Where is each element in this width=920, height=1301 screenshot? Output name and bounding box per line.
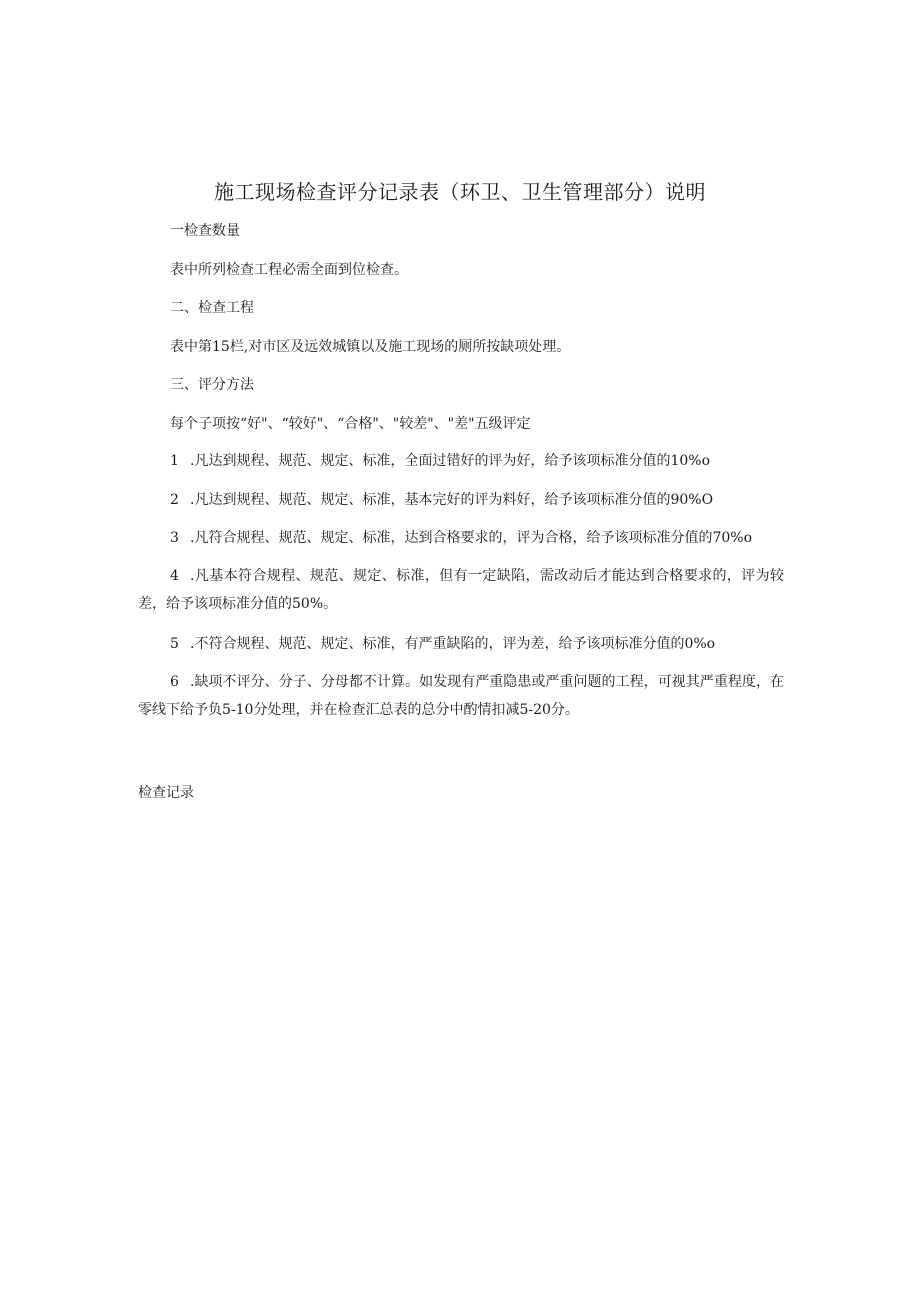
item-number: 2 xyxy=(170,492,179,508)
section-3-intro: 每个子项按“好"、“较好"、“合格"、"较差"、"差"五级评定 xyxy=(170,416,531,432)
item-number: 4 xyxy=(170,568,179,584)
item-number: 3 xyxy=(170,530,179,546)
scoring-item-4 xyxy=(138,562,784,618)
item-text: .凡达到规程、规范、规定、标准，全面过错好的评为好，给予该项标准分值的10%o xyxy=(190,453,710,469)
item-text: .缺项不评分、分子、分母都不计算。如发现有严重隐患或严重问题的工程，可视其严重程度，在零线下给予负5-10分处理，并在检查汇总表的总分中酌情扣减5-20分。 xyxy=(138,674,784,718)
scoring-item-2 xyxy=(170,490,713,510)
scoring-item-6 xyxy=(138,668,784,724)
item-text: .凡符合规程、规范、规定、标准，达到合格要求的，评为合格，给予该项标准分值的70%o xyxy=(190,530,752,546)
inspection-record-label: 检查记录 xyxy=(138,785,194,801)
section-1-body: 表中所列检查工程必需全面到位检查。 xyxy=(170,262,408,278)
section-1-heading: 一检查数量 xyxy=(170,223,240,239)
scoring-item-1 xyxy=(170,451,710,471)
section-2-body: 表中第15栏,对市区及远效城镇以及施工现场的厕所按缺项处理。 xyxy=(170,339,571,355)
item-text: .凡基本符合规程、规范、规定、标准，但有一定缺陷，需改动后才能达到合格要求的，评为较差，给予该项标准分值的50%。 xyxy=(138,568,784,612)
scoring-item-3 xyxy=(170,528,752,548)
item-text: .凡达到规程、规范、规定、标准，基本完好的评为料好，给予该项标准分值的90%O xyxy=(190,492,714,508)
scoring-item-5 xyxy=(170,634,715,654)
section-2-heading: 二、检查工程 xyxy=(170,300,254,316)
item-number: 5 xyxy=(170,636,179,652)
item-text: .不符合规程、规范、规定、标准，有严重缺陷的，评为差，给予该项标准分值的0%o xyxy=(190,636,716,652)
page-title: 施工现场检查评分记录表（环卫、卫生管理部分）说明 xyxy=(214,180,706,204)
item-number: 6 xyxy=(170,674,179,690)
item-number: 1 xyxy=(170,453,179,469)
section-3-heading: 三、评分方法 xyxy=(170,377,254,393)
